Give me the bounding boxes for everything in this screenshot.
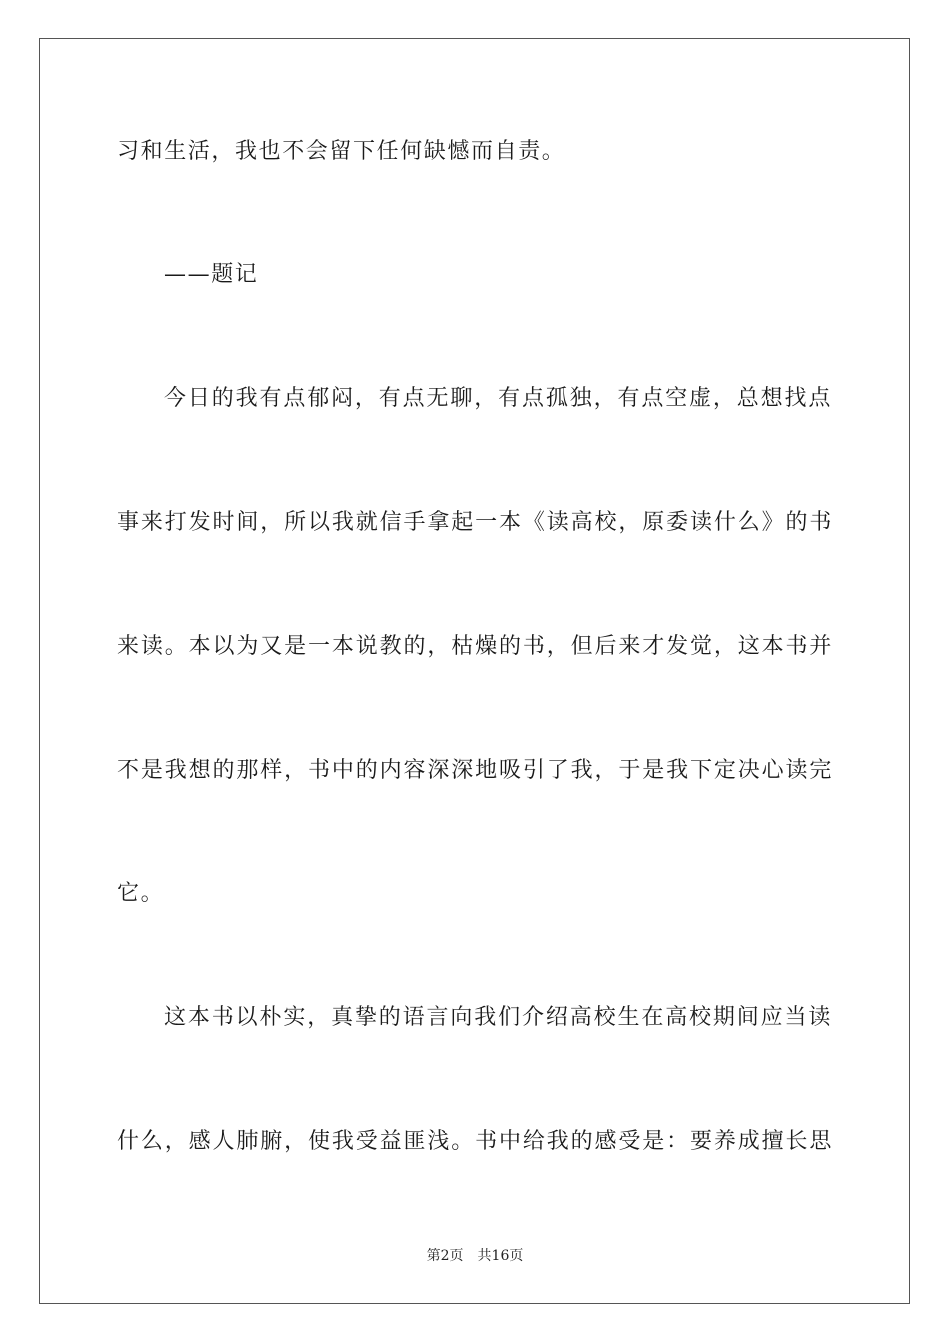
body-line-4: 事来打发时间，所以我就信手拿起一本《读高校，原委读什么》的书 <box>117 510 833 535</box>
body-line-7: 它。 <box>117 881 165 906</box>
page-footer <box>0 1246 950 1266</box>
body-line-5: 来读。本以为又是一本说教的，枯燥的书，但后来才发觉，这本书并 <box>117 634 833 659</box>
body-line-8: 这本书以朴实，真挚的语言向我们介绍高校生在高校期间应当读 <box>164 1005 832 1030</box>
body-line-3: 今日的我有点郁闷，有点无聊，有点孤独，有点空虚，总想找点 <box>164 386 832 411</box>
page-border <box>39 38 910 1304</box>
body-line-6: 不是我想的那样，书中的内容深深地吸引了我，于是我下定决心读完 <box>117 758 833 783</box>
total-pages: 共16页 <box>477 1248 524 1264</box>
body-line-9: 什么，感人肺腑，使我受益匪浅。书中给我的感受是：要养成擅长思 <box>117 1129 833 1154</box>
body-line-1: 习和生活，我也不会留下任何缺憾而自责。 <box>117 139 566 164</box>
epigraph-attribution: ——题记 <box>164 262 259 287</box>
page-number: 第2页 <box>426 1248 464 1264</box>
